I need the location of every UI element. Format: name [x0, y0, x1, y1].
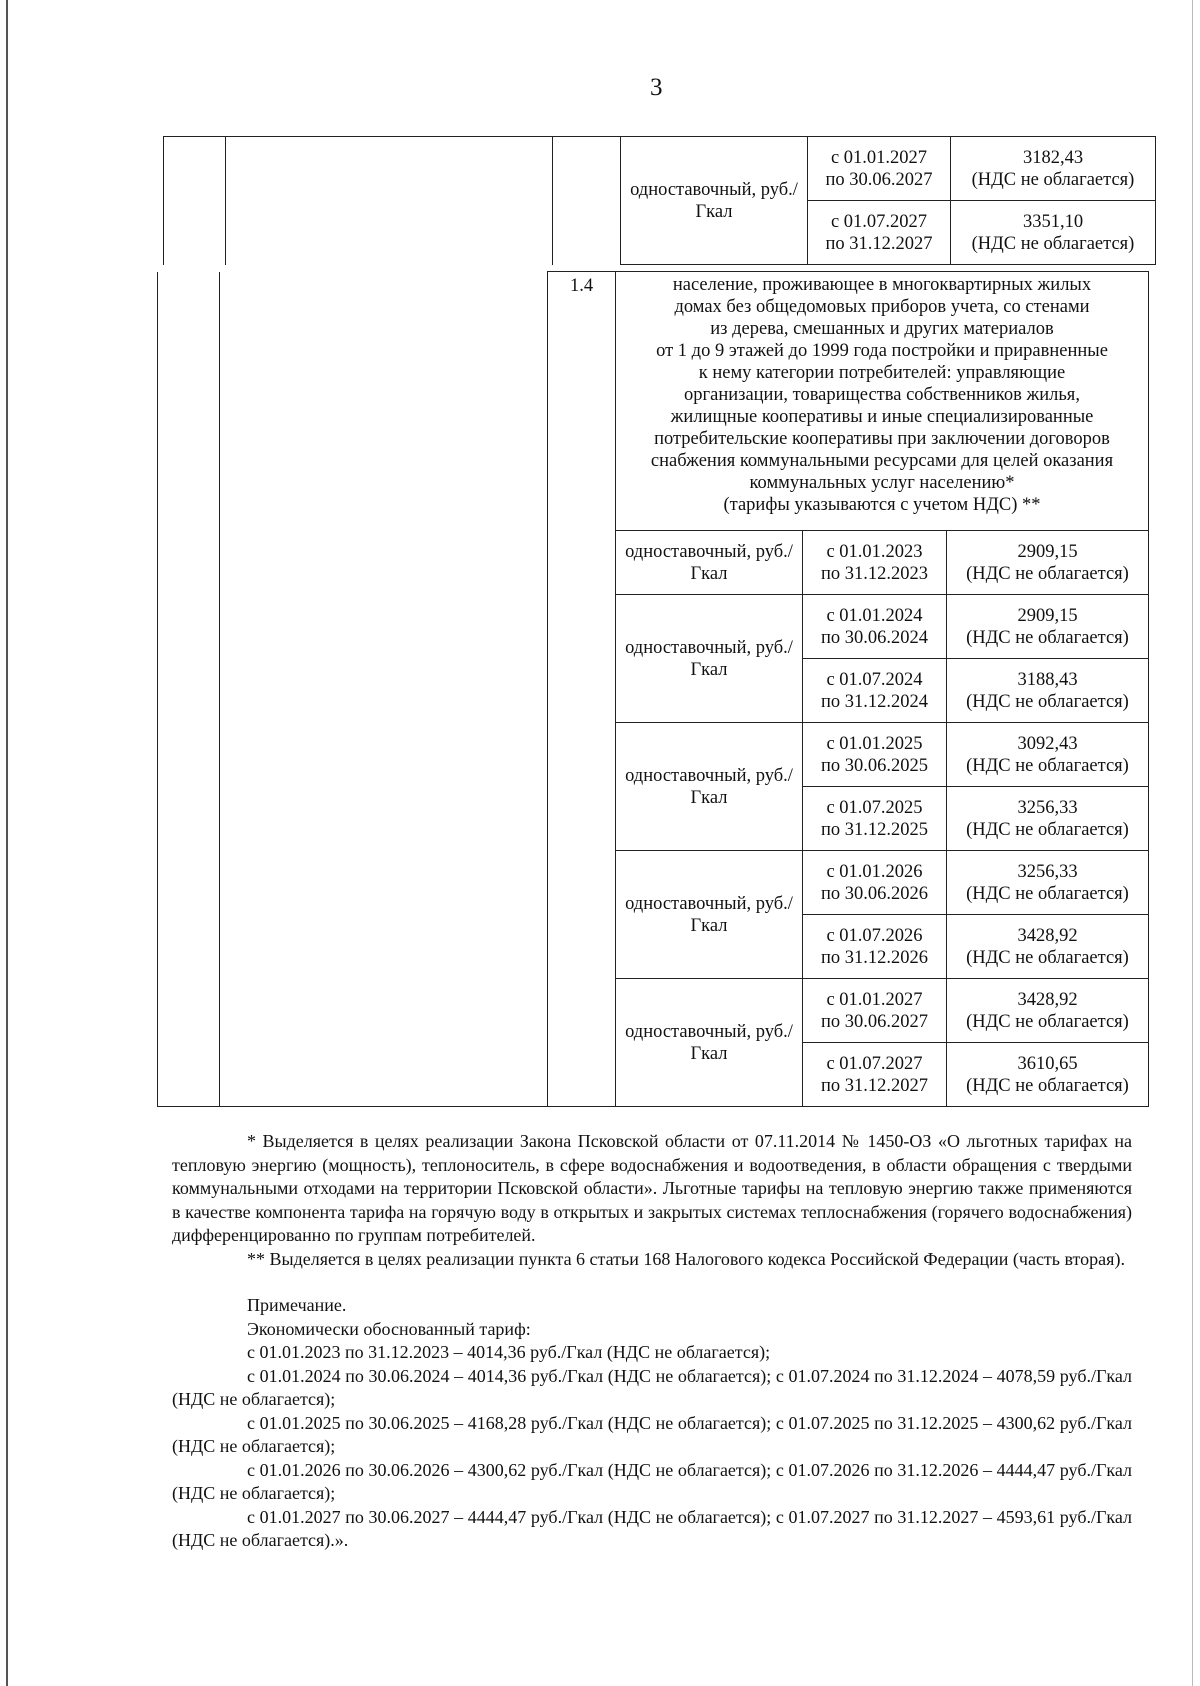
note-line: с 01.01.2023 по 31.12.2023 – 4014,36 руб./Гкал (НДС не облагается);: [247, 1342, 771, 1362]
blank-cell: [158, 272, 220, 1107]
value-cell: [947, 531, 1149, 595]
tariff-type-cell: одноставочный, руб./Гкал: [616, 723, 803, 851]
tariff-value: 3092,43: [1017, 733, 1078, 754]
section-description: [616, 272, 1149, 531]
date-from: с 01.07.2026: [826, 925, 923, 946]
tariff-value: 3188,43: [1017, 669, 1078, 690]
vat-note: (НДС не облагается): [966, 563, 1129, 584]
note-block: [172, 1294, 1132, 1553]
description-line: население, проживающее в многоквартирных жилых: [672, 275, 1092, 295]
date-to: по 31.12.2027: [820, 1075, 929, 1096]
section-header-row: [158, 272, 1149, 531]
tariff-value: 3351,10: [1022, 211, 1084, 232]
date-from: с 01.01.2025: [826, 733, 923, 754]
period-cell: [803, 531, 947, 595]
vat-note: (НДС не облагается): [966, 1011, 1129, 1032]
description-line: от 1 до 9 этажей до 1999 года постройки и приравненные: [656, 341, 1108, 361]
period-cell: [803, 979, 947, 1043]
footnote-star: * Выделяется в целях реализации Закона Псковской области от 07.11.2014 № 1450-ОЗ «О льготных тарифах на тепловую энергию (мощность), теплоноситель, в сфере водоснабжения и водоотведения, в области обращения с твердыми коммунальными отходами на территории Псковской области». Льготные тарифы на тепловую энергию также применяются в качестве компонента тарифа на горячую воду в открытых и закрытых системах теплоснабжения (горячего водоснабжения) дифференцированно по группам потребителей.: [172, 1131, 1132, 1245]
date-from: с 01.07.2027: [830, 211, 928, 232]
table-row: [164, 137, 1156, 201]
tariff-value: 3428,92: [1017, 925, 1078, 946]
scan-edge-right: [1192, 0, 1193, 1686]
value-cell: [947, 659, 1149, 723]
date-from: с 01.01.2027: [830, 147, 928, 168]
note-line: с 01.01.2026 по 30.06.2026 – 4300,62 руб./Гкал (НДС не облагается); с 01.07.2026 по 31.12.2026 – 4444,47 руб./Гкал (НДС не облагается);: [172, 1459, 1132, 1503]
vat-note: (НДС не облагается): [966, 691, 1129, 712]
blank-cell: [553, 137, 621, 265]
date-to: по 31.12.2023: [820, 563, 929, 584]
date-to: по 31.12.2024: [820, 691, 929, 712]
vat-note: (НДС не облагается): [966, 755, 1129, 776]
date-from: с 01.07.2024: [826, 669, 923, 690]
vat-note: (НДС не облагается): [966, 883, 1129, 904]
date-from: с 01.07.2025: [826, 797, 923, 818]
tariff-type-cell: одноставочный, руб./Гкал: [621, 137, 808, 265]
date-to: по 30.06.2026: [820, 883, 929, 904]
description-line: организации, товарищества собственников жилья,: [684, 385, 1080, 405]
value-cell: [947, 787, 1149, 851]
tariff-value: 3256,33: [1017, 797, 1078, 818]
value-cell: [951, 201, 1156, 265]
period-cell: [803, 595, 947, 659]
description-line: коммунальных услуг населению*: [749, 473, 1015, 493]
date-from: с 01.01.2023: [826, 541, 923, 562]
blank-cell: [220, 272, 548, 1107]
date-to: по 31.12.2027: [825, 233, 933, 254]
date-from: с 01.01.2024: [826, 605, 923, 626]
value-cell: [947, 723, 1149, 787]
tariff-table-top: [163, 136, 1156, 265]
description-line: потребительские кооперативы при заключении договоров: [654, 429, 1110, 449]
description-line: жилищные кооперативы и иные специализированные: [670, 407, 1094, 427]
period-cell: [808, 201, 951, 265]
date-from: с 01.01.2027: [826, 989, 923, 1010]
tariff-type-cell: одноставочный, руб./Гкал: [616, 531, 803, 595]
tariff-type-cell: одноставочный, руб./Гкал: [616, 979, 803, 1107]
page-number: 3: [650, 74, 663, 101]
value-cell: [947, 915, 1149, 979]
notes-section: [172, 1130, 1132, 1553]
value-cell: [947, 595, 1149, 659]
description-line: из дерева, смешанных и других материалов: [710, 319, 1054, 339]
date-to: по 30.06.2025: [820, 755, 929, 776]
value-cell: [947, 1043, 1149, 1107]
value-cell: [947, 979, 1149, 1043]
note-line: с 01.01.2025 по 30.06.2025 – 4168,28 руб./Гкал (НДС не облагается); с 01.07.2025 по 31.12.2025 – 4300,62 руб./Гкал (НДС не облагается);: [172, 1412, 1132, 1456]
vat-note: (НДС не облагается): [966, 819, 1129, 840]
date-to: по 30.06.2024: [820, 627, 929, 648]
blank-cell: [226, 137, 553, 265]
date-to: по 31.12.2025: [820, 819, 929, 840]
tariff-value: 2909,15: [1017, 605, 1078, 626]
vat-note: (НДС не облагается): [971, 169, 1135, 190]
note-title: Примечание.: [247, 1295, 347, 1315]
tariff-type-cell: одноставочный, руб./Гкал: [616, 851, 803, 979]
description-line: снабжения коммунальными ресурсами для целей оказания: [650, 451, 1114, 471]
footnote-double-star: ** Выделяется в целях реализации пункта 6 статьи 168 Налогового кодекса Российской Федерации (часть вторая).: [247, 1248, 1125, 1269]
tariff-value: 3428,92: [1017, 989, 1078, 1010]
date-to: по 31.12.2026: [820, 947, 929, 968]
tariff-type-cell: одноставочный, руб./Гкал: [616, 595, 803, 723]
period-cell: [803, 1043, 947, 1107]
period-cell: [808, 137, 951, 201]
description-line: к нему категории потребителей: управляющие: [698, 363, 1066, 383]
date-from: с 01.01.2026: [826, 861, 923, 882]
value-cell: [947, 851, 1149, 915]
vat-note: (НДС не облагается): [966, 947, 1129, 968]
tariff-value: 3256,33: [1017, 861, 1078, 882]
description-line: (тарифы указываются с учетом НДС) **: [723, 495, 1041, 515]
date-to: по 30.06.2027: [820, 1011, 929, 1032]
vat-note: (НДС не облагается): [971, 233, 1135, 254]
value-cell: [951, 137, 1156, 201]
description-line: домах без общедомовых приборов учета, со стенами: [674, 297, 1090, 317]
section-number: 1.4: [548, 272, 616, 1107]
scan-edge-left: [6, 0, 8, 1686]
tariff-value: 2909,15: [1017, 541, 1078, 562]
tariff-value: 3182,43: [1022, 147, 1084, 168]
vat-note: (НДС не облагается): [966, 1075, 1129, 1096]
note-line: с 01.01.2024 по 30.06.2024 – 4014,36 руб./Гкал (НДС не облагается); с 01.07.2024 по 31.12.2024 – 4078,59 руб./Гкал (НДС не облагается);: [172, 1365, 1132, 1409]
period-cell: [803, 915, 947, 979]
tariff-value: 3610,65: [1017, 1053, 1078, 1074]
period-cell: [803, 723, 947, 787]
vat-note: (НДС не облагается): [966, 627, 1129, 648]
blank-cell: [164, 137, 226, 265]
note-line: с 01.01.2027 по 30.06.2027 – 4444,47 руб./Гкал (НДС не облагается); с 01.07.2027 по 31.12.2027 – 4593,61 руб./Гкал (НДС не облагается).».: [172, 1506, 1132, 1550]
note-subtitle: Экономически обоснованный тариф:: [247, 1318, 531, 1339]
period-cell: [803, 659, 947, 723]
tariff-table-section: [157, 271, 1149, 1107]
date-to: по 30.06.2027: [825, 169, 933, 190]
period-cell: [803, 851, 947, 915]
period-cell: [803, 787, 947, 851]
date-from: с 01.07.2027: [826, 1053, 923, 1074]
